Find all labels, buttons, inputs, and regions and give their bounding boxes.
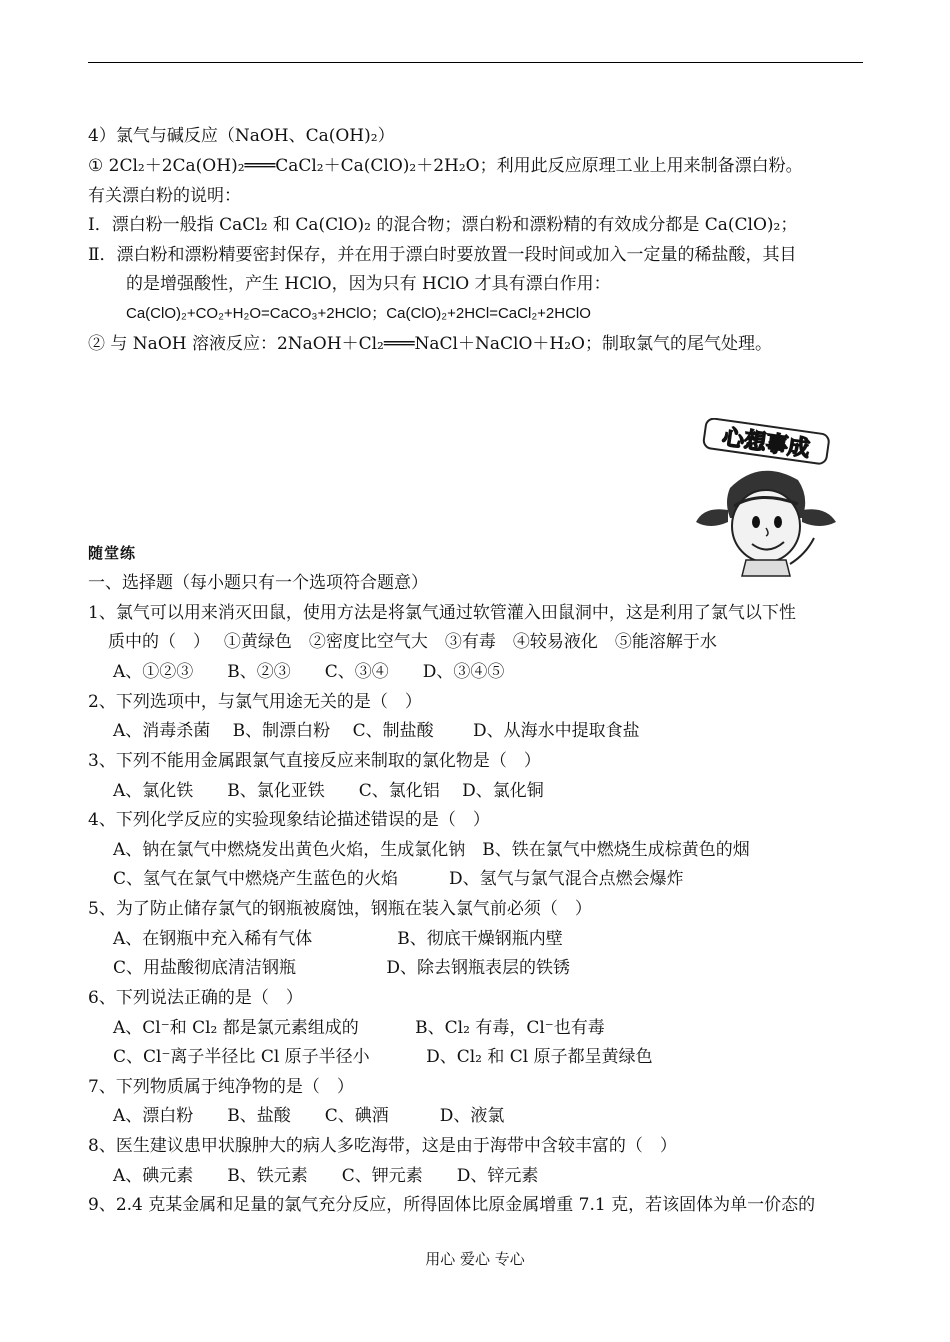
question-4-options-1: A、钠在氯气中燃烧发出黄色火焰，生成氯化钠 B、铁在氯气中燃烧生成棕黄色的烟 bbox=[113, 840, 750, 860]
question-4: 4、下列化学反应的实验现象结论描述错误的是（ ） bbox=[88, 810, 490, 830]
bleach-note-2b: 的是增强酸性，产生 HClO，因为只有 HClO 才具有漂白作用： bbox=[126, 274, 611, 294]
question-1-options: A、①②③ B、②③ C、③④ D、③④⑤ bbox=[113, 662, 505, 682]
girl-cartoon-icon bbox=[690, 418, 840, 578]
question-7: 7、下列物质属于纯净物的是（ ） bbox=[88, 1077, 354, 1097]
reaction-1: ① 2Cl₂＋2Ca(OH)₂═══CaCl₂＋Ca(ClO)₂＋2H₂O；利用此反应原理工业上用来制备漂白粉。 bbox=[88, 156, 803, 176]
question-8: 8、医生建议患甲状腺肿大的病人多吃海带，这是由于海带中含较丰富的（ ） bbox=[88, 1136, 677, 1156]
question-6: 6、下列说法正确的是（ ） bbox=[88, 988, 303, 1008]
bleach-note-2a: Ⅱ．漂白粉和漂粉精要密封保存，并在用于漂白时要放置一段时间或加入一定量的稀盐酸，其目 bbox=[88, 245, 797, 265]
bleach-equations: Ca(ClO)₂+CO₂+H₂O=CaCO₃+2HClO；Ca(ClO)₂+2HCl=CaCl₂+2HClO bbox=[126, 305, 591, 322]
question-6-options-2: C、Cl⁻离子半径比 Cl 原子半径小 D、Cl₂ 和 Cl 原子都呈黄绿色 bbox=[113, 1047, 653, 1067]
cartoon-illustration bbox=[690, 418, 840, 578]
illustration-caption: 心想事成 bbox=[720, 425, 812, 463]
bleach-notes-title: 有关漂白粉的说明： bbox=[88, 186, 241, 206]
question-5-options-2: C、用盐酸彻底清洁钢瓶 D、除去钢瓶表层的铁锈 bbox=[113, 958, 571, 978]
practice-section: 一、选择题（每小题只有一个选项符合题意） bbox=[88, 573, 428, 593]
page-footer: 用心 爱心 专心 bbox=[425, 1250, 525, 1268]
reaction-2: ② 与 NaOH 溶液反应：2NaOH＋Cl₂═══NaCl＋NaClO＋H₂O；制取氯气的尾气处理。 bbox=[88, 334, 772, 354]
question-3: 3、下列不能用金属跟氯气直接反应来制取的氯化物是（ ） bbox=[88, 751, 541, 771]
question-8-options: A、碘元素 B、铁元素 C、钾元素 D、锌元素 bbox=[113, 1166, 539, 1186]
question-7-options: A、漂白粉 B、盐酸 C、碘酒 D、液氯 bbox=[113, 1106, 505, 1126]
reaction-heading: 4）氯气与碱反应（NaOH、Ca(OH)₂） bbox=[88, 126, 395, 146]
question-1-line-2: 质中的（ ） ①黄绿色 ②密度比空气大 ③有毒 ④较易液化 ⑤能溶解于水 bbox=[108, 632, 717, 652]
question-2: 2、下列选项中，与氯气用途无关的是（ ） bbox=[88, 692, 422, 712]
bleach-note-1: Ⅰ．漂白粉一般指 CaCl₂ 和 Ca(ClO)₂ 的混合物；漂白粉和漂粉精的有效成分都是 Ca(ClO)₂； bbox=[88, 215, 798, 235]
question-3-options: A、氯化铁 B、氯化亚铁 C、氯化铝 D、氯化铜 bbox=[113, 781, 544, 801]
header-rule bbox=[88, 62, 863, 63]
question-1-line-1: 1、氯气可以用来消灭田鼠，使用方法是将氯气通过软管灌入田鼠洞中，这是利用了氯气以下性 bbox=[88, 603, 796, 623]
practice-title: 随堂练 bbox=[88, 544, 137, 562]
question-5-options-1: A、在钢瓶中充入稀有气体 B、彻底干燥钢瓶内壁 bbox=[113, 929, 563, 949]
question-5: 5、为了防止储存氯气的钢瓶被腐蚀，钢瓶在装入氯气前必须（ ） bbox=[88, 899, 592, 919]
question-4-options-2: C、氢气在氯气中燃烧产生蓝色的火焰 D、氢气与氯气混合点燃会爆炸 bbox=[113, 869, 684, 889]
question-2-options: A、消毒杀菌 B、制漂白粉 C、制盐酸 D、从海水中提取食盐 bbox=[113, 721, 640, 741]
question-6-options-1: A、Cl⁻和 Cl₂ 都是氯元素组成的 B、Cl₂ 有毒，Cl⁻也有毒 bbox=[113, 1018, 605, 1038]
question-9: 9、2.4 克某金属和足量的氯气充分反应，所得固体比原金属增重 7.1 克，若该固体为单一价态的 bbox=[88, 1195, 816, 1215]
